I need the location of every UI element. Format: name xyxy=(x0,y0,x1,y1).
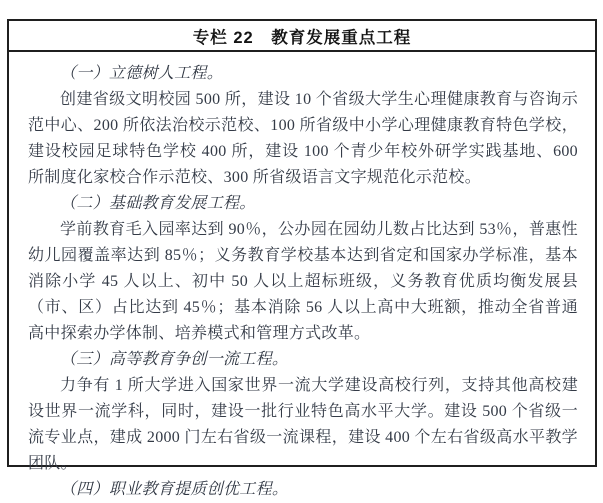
feature-box-title: 专栏 22 教育发展重点工程 xyxy=(192,28,412,47)
section-heading-1: （一）立德树人工程。 xyxy=(60,65,224,82)
feature-box xyxy=(7,19,597,498)
paragraph-1: 创建省级文明校园 500 所，建设 10 个省级大学生心理健康教育与咨询示范中心、200 所依法治校示范校、100 所省级中小学心理健康教育特色学校，建设校园足球特色学校 400 所，建设 100 个青少年校外研学实践基地、600 所制度化家校合作示范校、300 所省级语言文字规范化示范校。 xyxy=(28,91,578,186)
feature-box-header xyxy=(9,21,595,52)
section-heading-4: （四）职业教育提质创优工程。 xyxy=(60,481,289,498)
paragraph-3: 力争有 1 所大学进入国家世界一流大学建设高校行列，支持其他高校建设世界一流学科，同时，建设一批行业特色高水平大学。建设 500 个省级一流专业点，建成 2000 门左右省级一流课程，建设 400 个左右省级高水平教学团队。 xyxy=(28,377,578,472)
section-heading-3: （三）高等教育争创一流工程。 xyxy=(60,351,289,368)
feature-box-body xyxy=(9,52,595,503)
paragraph-2: 学前教育毛入园率达到 90％，公办园在园幼儿数占比达到 53％，普惠性幼儿园覆盖率达到 85％；义务教育学校基本达到省定和国家办学标准，基本消除小学 45 人以上、初中 50 人以上超标班级，义务教育优质均衡发展县（市、区）占比达到 45％；基本消除 56 人以上高中大班额，推动全省普通高中探索办学体制、培养模式和管理方式改革。 xyxy=(28,221,578,342)
section-heading-2: （二）基础教育发展工程。 xyxy=(60,195,256,212)
